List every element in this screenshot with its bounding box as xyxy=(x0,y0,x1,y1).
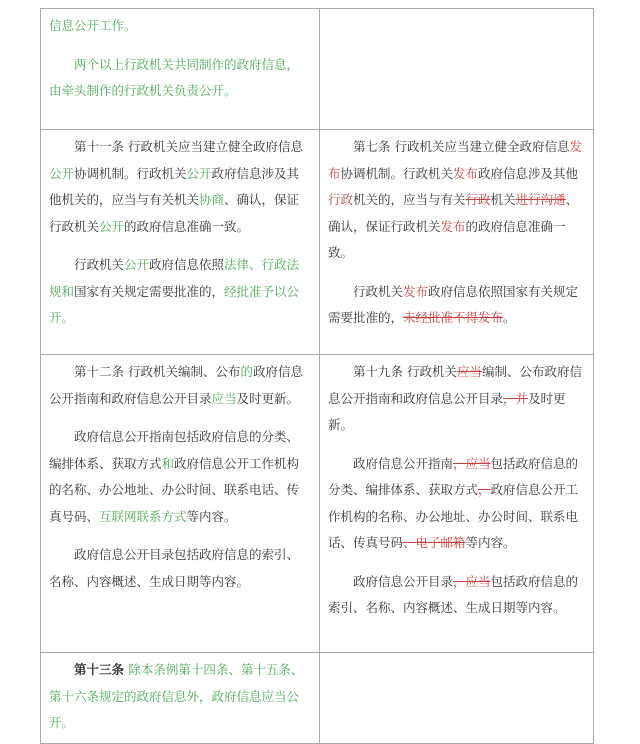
clause-paragraph xyxy=(328,451,585,557)
clause-text: 第七条 行政机关应当建立健全政府信息 xyxy=(353,139,570,154)
old-regulation-cell xyxy=(320,130,594,355)
clause-text: 及时更新。 xyxy=(236,390,300,406)
new-regulation-cell xyxy=(41,355,320,653)
clause-text: 行政机关 xyxy=(74,257,125,272)
added-text: 的 xyxy=(240,364,253,379)
clause-text: 政府信息公开指南 xyxy=(353,455,454,471)
comparison-table xyxy=(40,8,594,744)
clause-text: 国家有关规定需要批准的， xyxy=(74,283,225,299)
added-text: 除本条例第十四条、第十五条、第十六条规定的政府信息外，政府信息应当公开。 xyxy=(49,662,304,730)
added-text: 应当 xyxy=(211,390,237,406)
clause-paragraph xyxy=(49,542,311,595)
deleted-text: 进行沟通 xyxy=(515,192,566,207)
clause-text: 的政府信息准确一致。 xyxy=(328,218,566,260)
clause-text: 政府信息公开指南包括政府信息的分类、编排体系、获取方式 xyxy=(49,429,300,471)
added-text: 和 xyxy=(161,455,175,471)
deleted-text: ， xyxy=(478,482,491,497)
old-regulation-cell xyxy=(320,653,594,744)
changed-text: 发布 xyxy=(328,139,582,181)
clause-text: 行政机关 xyxy=(353,283,404,299)
clause-text: 政府信息公开工作机构的名称、办公地址、办公时间、联系电话、传真号码 xyxy=(328,482,579,550)
clause-text: 政府信息依照 xyxy=(149,257,225,272)
clause-paragraph xyxy=(328,134,585,267)
clause-text: 政府信息公开目录包括政府信息的索引、名称、内容概述、生成日期等内容。 xyxy=(49,547,300,589)
changed-text: 行政 xyxy=(328,192,354,207)
added-text: 协商 xyxy=(199,192,225,207)
added-text: 公开 xyxy=(124,257,150,272)
deleted-text: ，应当 xyxy=(453,455,491,471)
new-regulation-cell xyxy=(41,9,320,130)
new-regulation-cell xyxy=(41,653,320,744)
clause-text: 政府信息依照国家有关规定需要批准的， xyxy=(328,283,579,325)
clause-text: 等内容。 xyxy=(465,535,516,550)
table-row xyxy=(41,9,594,130)
clause-paragraph xyxy=(49,657,311,737)
old-regulation-cell xyxy=(320,9,594,130)
clause-text: 第十一条 行政机关应当建立健全政府信息 xyxy=(74,139,303,154)
clause-text: 政府信息公开工作机构的名称、办公地址、办公时间、联系电话、传真号码、 xyxy=(49,455,300,524)
clause-paragraph xyxy=(49,359,311,412)
clause-paragraph xyxy=(49,252,311,332)
new-regulation-cell xyxy=(41,130,320,355)
changed-text: 发布 xyxy=(453,165,479,181)
clause-text: 第十二条 行政机关编制、公布 xyxy=(74,364,241,379)
clause-text: 机关 xyxy=(490,192,516,207)
deleted-text: 、电子邮箱 xyxy=(403,535,466,550)
added-text: 公开 xyxy=(186,165,212,181)
old-regulation-cell xyxy=(320,355,594,653)
clause-text: 协调机制。行政机关 xyxy=(74,165,187,181)
clause-text: 、确认，保证行政机关 xyxy=(328,192,579,234)
clause-paragraph xyxy=(328,279,585,332)
deleted-text: 行政 xyxy=(465,192,491,207)
clause-text: 包括政府信息的分类、编排体系、获取方式 xyxy=(328,455,579,497)
clause-text: 编制、公布政府信息公开指南和政府信息公开目录 xyxy=(328,364,583,406)
clause-text: 、确认，保证行政机关 xyxy=(49,192,300,234)
clause-text: 政府信息涉及其他 xyxy=(478,165,579,181)
table-row xyxy=(41,355,594,653)
changed-text: 发布 xyxy=(403,283,429,299)
added-text: 公开 xyxy=(49,165,75,181)
deleted-text: 未经批准不得发布 xyxy=(403,310,504,325)
clause-text: 协调机制。行政机关 xyxy=(340,165,454,181)
clause-paragraph xyxy=(49,424,311,530)
clause-text: 。 xyxy=(503,310,516,325)
deleted-text: ，应当 xyxy=(453,573,491,589)
added-text: 公开 xyxy=(99,218,125,234)
clause-paragraph xyxy=(328,569,585,622)
clause-paragraph xyxy=(49,52,311,105)
clause-text: 政府信息涉及其他机关的，应当与有关机关 xyxy=(49,165,300,207)
clause-text: 的政府信息准确一致。 xyxy=(124,218,250,234)
added-text: 信息公开工作。 xyxy=(49,18,137,33)
added-text: 法律、行政法规和 xyxy=(49,257,300,299)
table-row xyxy=(41,653,594,744)
deleted-text: ，并 xyxy=(503,390,529,406)
table-row xyxy=(41,130,594,355)
clause-text: 机关的，应当与有关 xyxy=(353,192,466,207)
clause-paragraph xyxy=(49,13,311,40)
clause-text: 政府信息公开目录 xyxy=(353,573,454,589)
added-text: 互联网联系方式 xyxy=(99,508,187,524)
clause-text: 政府信息公开指南和政府信息公开目录 xyxy=(49,364,304,406)
deleted-text: 应当 xyxy=(456,364,482,379)
clause-text: 及时更新。 xyxy=(328,390,566,432)
clause-paragraph xyxy=(328,359,585,439)
added-text: 经批准予以公开。 xyxy=(49,283,300,325)
clause-paragraph xyxy=(49,134,311,240)
added-text: 两个以上行政机关共同制作的政府信息，由牵头制作的行政机关负责公开。 xyxy=(49,56,300,98)
clause-number: 第十三条 xyxy=(74,662,129,677)
clause-text: 包括政府信息的索引、名称、内容概述、生成日期等内容。 xyxy=(328,573,579,615)
clause-text: 第十九条 行政机关 xyxy=(353,364,457,379)
clause-text: 等内容。 xyxy=(186,508,237,524)
changed-text: 发布 xyxy=(440,218,466,234)
